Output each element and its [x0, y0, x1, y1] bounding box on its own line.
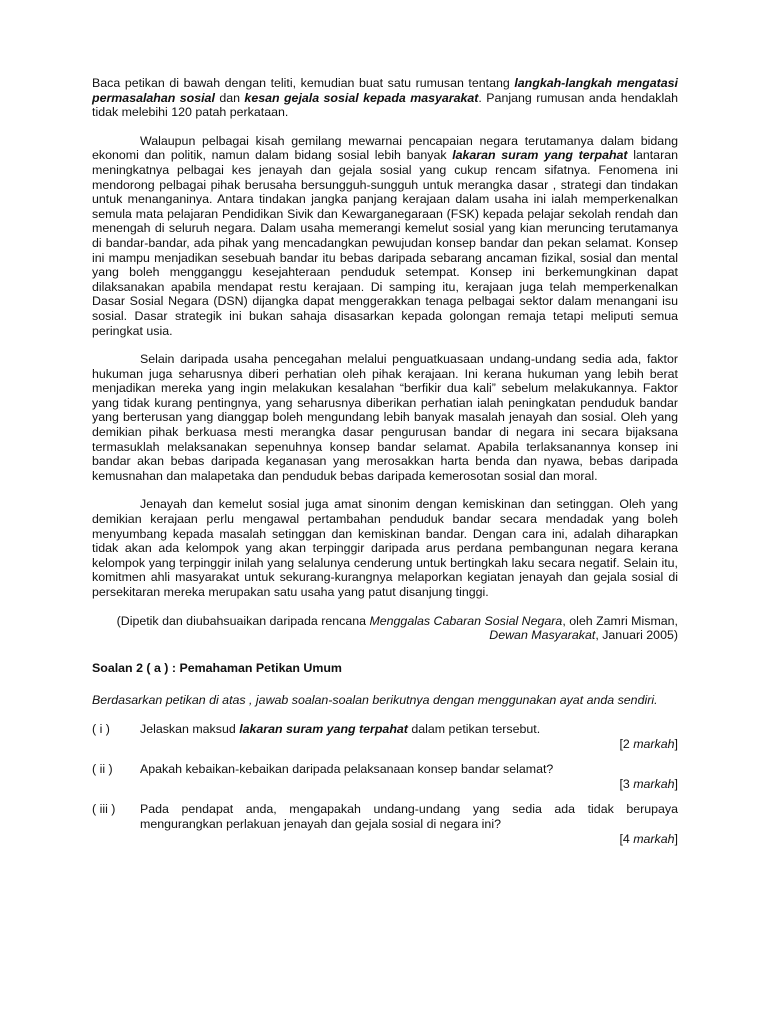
question-text-part: dalam petikan tersebut. — [407, 721, 541, 736]
question-marks — [92, 777, 678, 792]
instruction-emphasis-2: kesan gejala sosial kepada masyarakat — [244, 90, 479, 105]
instruction-text: dan — [214, 90, 245, 105]
paragraph-text: lantaran meningkatnya pelbagai kes jenayah dan gejala sosial yang cukup rencam sifatnya. Fenomena ini mendorong pelbagai pihak berusaha bersungguh-sungguh untuk merangka dasar , strategi dan tindakan untuk menanganinya. Antara tindakan jangka panjang kerajaan dalam usaha ini ialah memperkenalkan semula mata pelajaran Pendidikan Sivik dan Kewarganegaraan (FSK) kepada pelajar sekolah rendah dan menengah di seluruh negara. Dalam usaha memerangi kemelut sosial yang kian meruncing terutamanya di bandar-bandar, ada pihak yang mencadangkan pewujudan konsep bandar dan pekan selamat. Konsep ini mampu menjadikan sesebuah bandar itu bebas daripada sebarang ancaman fizikal, sosial dan mental yang boleh mengganggu kesejahteraan penduduk setempat. Konsep ini berkemungkinan dapat dilaksanakan apabila mendapat restu kerajaan. Di samping itu, kerajaan juga telah memperkenalkan Dasar Sosial Negara (DSN) dijangka dapat menggerakkan tenaga pelbagai sektor dalam menangani isu sosial. Dasar strategik ini bukan sahaja disasarkan kepada golongan remaja tetapi meliputi semua peringkat usia. — [92, 148, 678, 338]
marks-label: markah — [633, 831, 675, 846]
source-publication: Dewan Masyarakat — [489, 628, 596, 643]
question-number: ( iii ) — [92, 802, 116, 817]
passage-paragraph-1 — [92, 134, 678, 338]
marks-value: [4 — [619, 831, 634, 846]
question-number: ( i ) — [92, 721, 110, 736]
summary-instruction — [92, 76, 678, 120]
instruction-text: Baca petikan di bawah dengan teliti, kemudian buat satu rumusan tentang — [92, 76, 515, 90]
marks-bracket: ] — [674, 831, 678, 846]
question-marks — [92, 737, 678, 752]
marks-bracket: ] — [674, 776, 678, 791]
question-text: Pada pendapat anda, mengapakah undang-undang yang sedia ada tidak berupaya mengurangkan perlakuan jenayah dan gejala sosial di negara ini? — [140, 802, 678, 831]
marks-value: [3 — [619, 776, 634, 791]
marks-label: markah — [633, 736, 675, 751]
paragraph-text: Walaupun pelbagai kisah gemilang mewarnai pencapaian negara terutamanya dalam bidang ekonomi dan politik, namun dalam bidang sosial lebih banyak — [92, 133, 678, 163]
question-text — [140, 722, 678, 737]
section-heading: Soalan 2 ( a ) : Pemahaman Petikan Umum — [92, 660, 342, 675]
paragraph-emphasis: lakaran suram yang terpahat — [452, 148, 628, 163]
question-marks — [92, 832, 678, 847]
question-1 — [92, 722, 678, 737]
passage-paragraph-3: Jenayah dan kemelut sosial juga amat sinonim dengan kemiskinan dan setinggan. Oleh yang demikian kerajaan perlu mengawal pertambahan penduduk bandar secara mendadak yang boleh menyumbang kepada masalah setinggan dan kemiskinan bandar. Dengan cara ini, adalah diharapkan tidak akan ada kelompok yang akan terpinggir daripada arus perdana pembangunan negara kerana kelompok yang terpinggir inilah yang selalunya cenderung untuk bertingkah laku secara negatif. Selain itu, komitmen ahli masyarakat untuk sekurang-kurangnya melaporkan kegiatan jenayah dan gejala sosial di persekitaran mereka merupakan satu usaha yang patut disanjung tinggi. — [92, 497, 678, 599]
question-number: ( ii ) — [92, 762, 113, 777]
source-text: (Dipetik dan diubahsuaikan daripada rencana — [116, 613, 370, 628]
source-text: , oleh Zamri Misman, — [562, 613, 678, 628]
passage-paragraph-2: Selain daripada usaha pencegahan melalui penguatkuasaan undang-undang sedia ada, faktor hukuman juga seharusnya diberi perhatian oleh pihak kerajaan. Ini kerana hukuman yang lebih berat menjadikan mereka yang ingin melakukan kesalahan “berfikir dua kali” sebelum melakukannya. Faktor yang tidak kurang pentingnya, yang seharusnya diberikan perhatian ialah peningkatan penduduk bandar yang berterusan yang dianggap boleh mengundang lebih banyak masalah jenayah dan sosial. Oleh yang demikian pihak berkuasa mesti merangka dasar pengurusan bandar di negara ini secara bijaksana termasuklah melaksanakan sepenuhnya konsep bandar selamat. Apabila terlaksanannya konsep ini bandar akan bebas daripada keganasan yang merosakkan harta benda dan nyawa, bebas daripada kemusnahan dan malapetaka dan penduduk bebas daripada kemerosotan sosial dan moral. — [92, 352, 678, 483]
question-text: Apakah kebaikan-kebaikan daripada pelaksanaan konsep bandar selamat? — [140, 762, 554, 777]
source-article-title: Menggalas Cabaran Sosial Negara — [369, 613, 563, 628]
section-instruction: Berdasarkan petikan di atas , jawab soalan-soalan berikutnya dengan menggunakan ayat anda sendiri. — [92, 693, 658, 708]
source-text: , Januari 2005) — [595, 628, 678, 643]
instruction-emphasis-1: langkah-langkah mengatasi permasalahan sosial — [92, 76, 678, 105]
instruction-text: . Panjang rumusan anda hendaklah tidak melebihi 120 patah perkataan. — [92, 90, 678, 120]
question-2 — [92, 762, 678, 777]
question-3 — [92, 802, 678, 831]
question-text-part: Jelaskan maksud — [140, 721, 240, 736]
passage-source — [92, 614, 678, 643]
marks-bracket: ] — [674, 736, 678, 751]
marks-label: markah — [633, 776, 675, 791]
marks-value: [2 — [619, 736, 634, 751]
question-emphasis: lakaran suram yang terpahat — [239, 721, 408, 736]
